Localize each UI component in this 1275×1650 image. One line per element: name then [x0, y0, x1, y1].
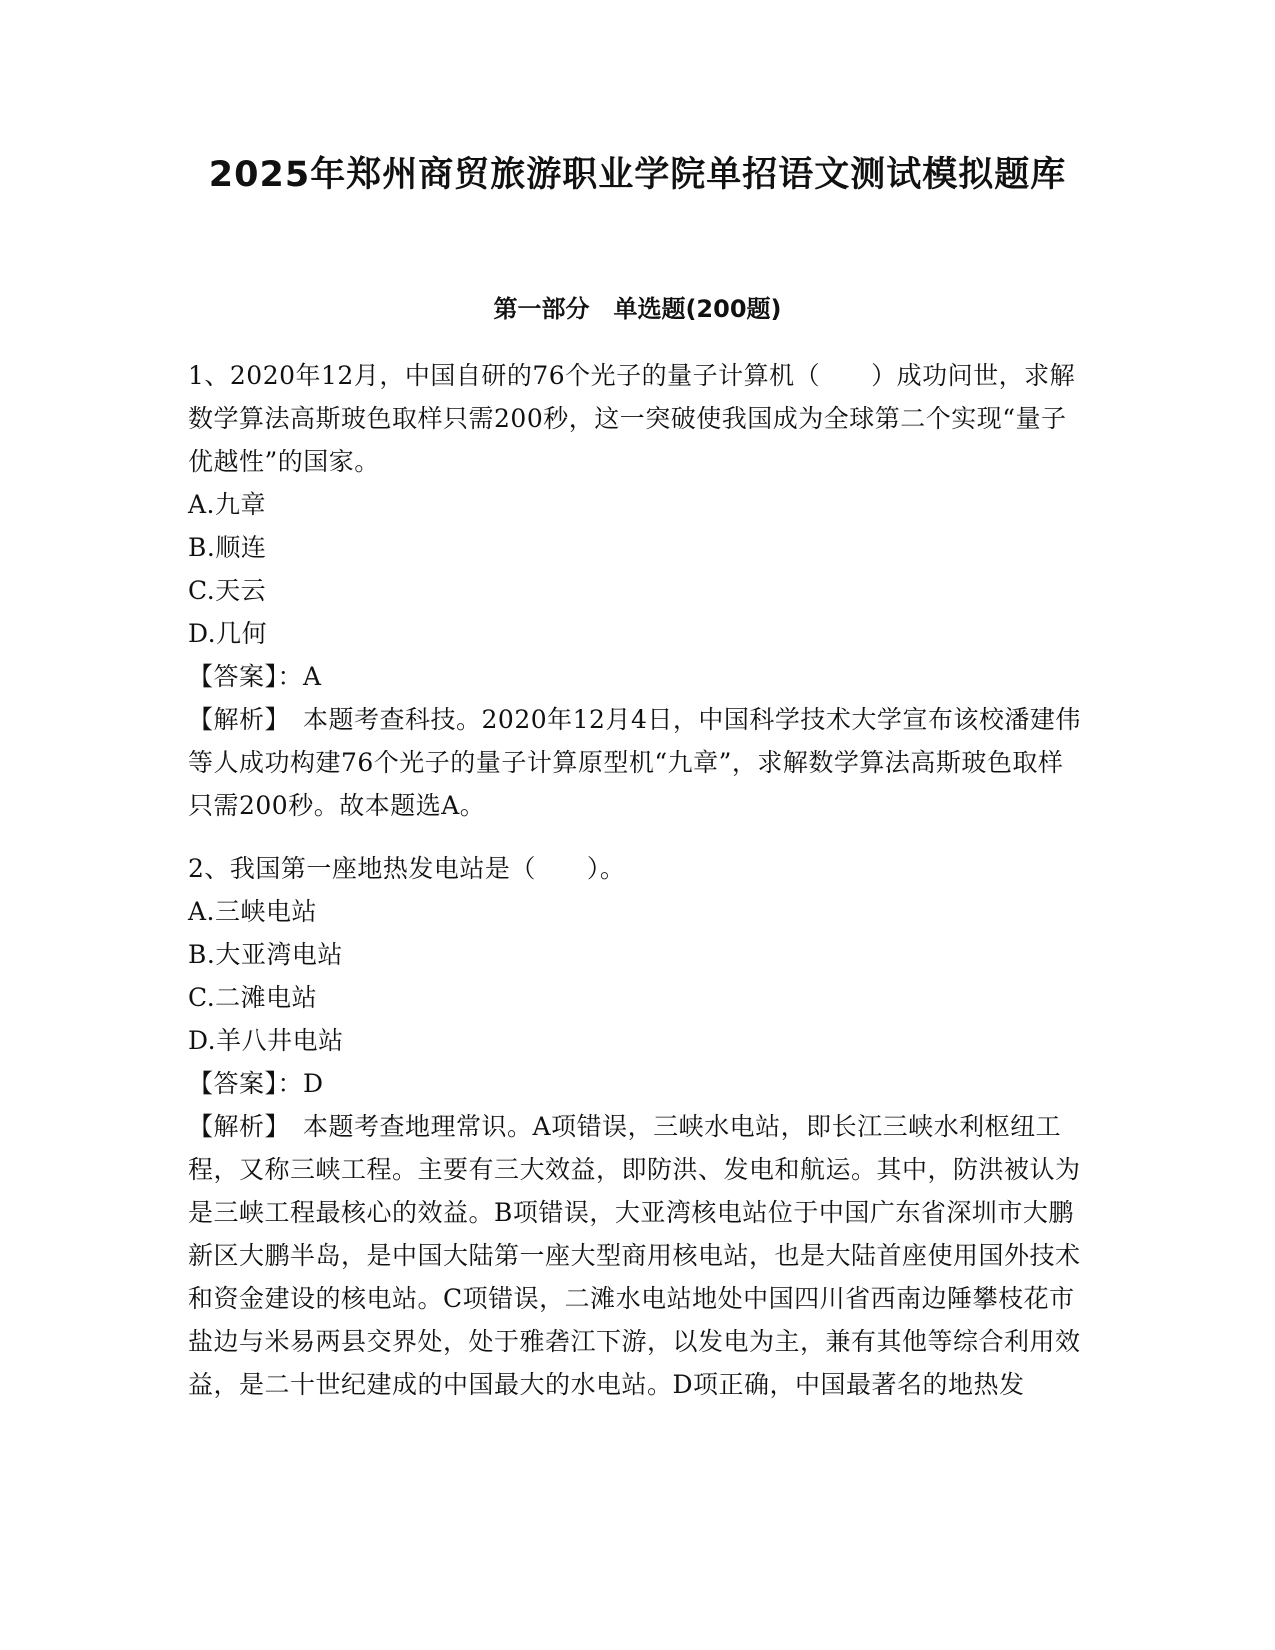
analysis-label: 【解析】	[188, 1112, 278, 1141]
option-d: D.几何	[188, 619, 268, 648]
question-stem: 1、2020年12月，中国自研的76个光子的量子计算机（ ）成功问世，求解数学算法高斯玻色取样只需200秒，这一突破使我国成为全球第二个实现“量子优越性”的国家。	[188, 361, 1076, 476]
section-heading: 第一部分 单选题(200题)	[493, 295, 782, 323]
question-item	[188, 847, 1088, 1406]
analysis-paragraph	[188, 698, 1088, 827]
document-title: 2025年郑州商贸旅游职业学院单招语文测试模拟题库	[208, 155, 1067, 195]
question-item	[188, 354, 1088, 827]
option-b: B.顺连	[188, 533, 267, 562]
answer-line: 【答案】：A	[188, 662, 322, 691]
analysis-label: 【解析】	[188, 705, 278, 734]
option-d: D.羊八井电站	[188, 1026, 344, 1055]
option-c: C.二滩电站	[188, 983, 318, 1012]
question-list	[188, 354, 1088, 1406]
option-a: A.九章	[188, 490, 267, 519]
analysis-text: 本题考查地理常识。A项错误，三峡水电站，即长江三峡水利枢纽工程，又称三峡工程。主要有三大效益，即防洪、发电和航运。其中，防洪被认为是三峡工程最核心的效益。B项错误，大亚湾核电站位于中国广东省深圳市大鹏新区大鹏半岛，是中国大陆第一座大型商用核电站，也是大陆首座使用国外技术和资金建设的核电站。C项错误，二滩水电站地处中国四川省西南边陲攀枝花市盐边与米易两县交界处，处于雅砻江下游，以发电为主，兼有其他等综合利用效益，是二十世纪建成的中国最大的水电站。D项正确，中国最著名的地热发	[188, 1112, 1081, 1399]
analysis-paragraph	[188, 1105, 1088, 1406]
option-c: C.天云	[188, 576, 267, 605]
analysis-text: 本题考查科技。2020年12月4日，中国科学技术大学宣布该校潘建伟等人成功构建76个光子的量子计算原型机“九章”，求解数学算法高斯玻色取样只需200秒。故本题选A。	[188, 705, 1081, 820]
question-stem: 2、我国第一座地热发电站是（ ）。	[188, 854, 626, 883]
option-a: A.三峡电站	[188, 897, 318, 926]
option-b: B.大亚湾电站	[188, 940, 343, 969]
answer-line: 【答案】：D	[188, 1069, 324, 1098]
